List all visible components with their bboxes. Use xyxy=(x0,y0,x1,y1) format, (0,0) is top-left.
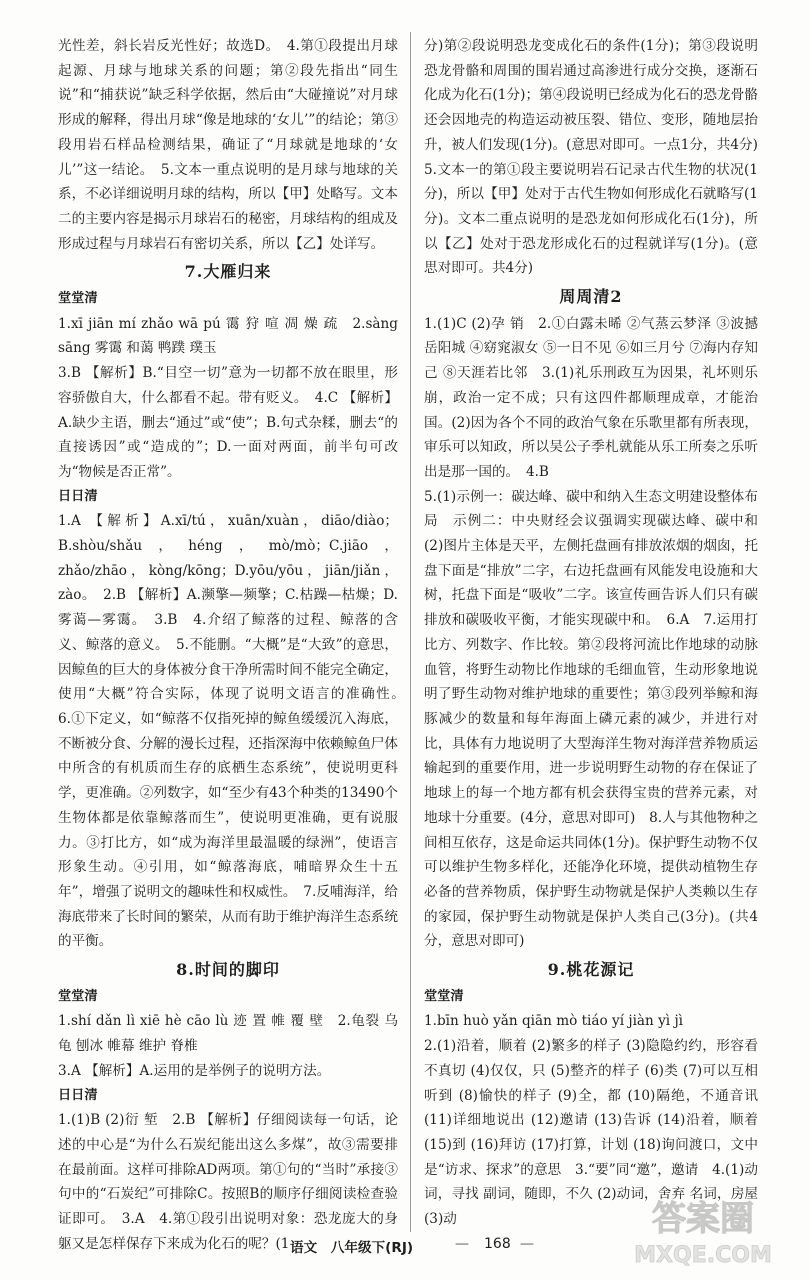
watermark-logo xyxy=(628,1190,778,1270)
subsection-heading: 堂堂清 xyxy=(58,988,98,1004)
answer-paragraph: 分)第②段说明恐龙变成化石的条件(1分)；第③段说明恐龙骨骼和周围的围岩通过高渗进行成分交换，逐渐石化成为化石(1分)；第④段说明已经成为化石的恐龙骨骼还会因地壳的构造运动被压裂、错位、变形，随地层抬升，被人们发现(1分)。(意思对即可。一点1分，共4分) 5.文本一的第①段主要说明岩石记录古代生物的状况(1分)，所以【甲】处对于古代生物如何形成化石就略写(1分)。文本二重点说明的是恐龙如何形成化石(1分)，所以【乙】处对于恐龙形成化石的过程就详写(1分)。(意思对即可。共4分) xyxy=(424,38,772,277)
column-divider xyxy=(410,32,411,1232)
subsection-heading: 堂堂清 xyxy=(58,291,98,307)
answer-paragraph: 1.bīn huò yǎn qiān mò tiáo yí jiàn yì jì xyxy=(424,1013,684,1030)
answer-paragraph: 1.A 【解析】A.xī/tú，xuān/xuàn，diāo/diào；B.shòu/shǎu，héng，mò/mò；C.jiāo，zhǎo/zhāo，kòng/kōng；D.yōu/yōu，jiān/jiǎn，zào。 2.B 【解析】A.濒擎—频擎；C.枯躁—枯燥；D.雾蔼—雾霭。 3.B 4.介绍了鲸落的过程、鲸落的含义、鲸落的意义。 5.不能删。“大概”是“大致”的意思，因鲸鱼的巨大的身体被分食干净所需时间不能完全确定，使用“大概”符合实际，体现了说明文语言的准确性。 6.①下定义，如“鲸落不仅指死掉的鲸鱼缓缓沉入海底，不断被分食、分解的漫长过程，还指深海中依赖鲸鱼尸体中所含的有机质而生存的底栖生态系统”，使说明更科学，更准确。②列数字，如“至少有43个种类的13490个生物体都是依靠鲸落而生”，使说明更准确，更有说服力。③打比方，如“成为海洋里最温暖的绿洲”，使语言形象生动。④引用，如“鲸落海底，哺暗界众生十五年”，增强了说明文的趣味性和权威性。 7.反哺海洋，给海底带来了长时间的繁荣，从而有助于维护海洋生态系统的平衡。 xyxy=(58,513,412,950)
answer-paragraph: 5.(1)示例一：碳达峰、碳中和纳入生态文明建设整体布局 示例二：中央财经会议强调实现碳达峰、碳中和 (2)图片主体是天平，左侧托盘画有排放浓烟的烟囱，托盘下面是“排放”二字，右边托盘画有风能发电设施和大树，托盘下面是“吸收”二字。该宣传画告诉人们只有碳排放和碳吸收平衡，才能实现碳中和。 6.A 7.运用打比方、列数字、作比较。第②段将河流比作地球的动脉血管，将野生动物比作地球的毛细血管，生动形象地说明了野生动物对维护地球的重要性；第③段列举鲸和海豚减少的数量和每年海面上磷元素的减少，并进行对比，具体有力地说明了大型海洋生物对海洋营养物质运输起到的重要作用，进一步说明野生动物的存在保证了地球上的每一个地方都有机会获得宝贵的营养元素，对地球十分重要。(4分，意思对即可) 8.人与其他物种之间相互依存，这是命运共同体(1分)。保护野生动物不仅可以维护生物多样化，还能净化环境，提供动植物生存必备的营养物质，保护野生动物就是保护人类赖以生存的家园，保护野生动物就是保护人类自己(3分)。(共4分，意思对即可) xyxy=(424,488,772,950)
page-number-dash-right: — xyxy=(520,1236,534,1252)
watermark-line2: MXQE.COM xyxy=(634,1243,772,1268)
answer-paragraph: 1.(1)B (2)衍 堑 2.B 【解析】仔细阅读每一句话，论述的中心是“为什么石炭纪能出这么多煤”，故③需要排在最前面。这样可排除AD两项。第①句的“当时”承接③句中的“石炭纪”可排除C。按照B的顺序仔细阅读检查验证即可。 3.A 4.第①段引出说明对象：恐龙庞大的身躯又是怎样保存下来成为化石的呢？(1 xyxy=(58,1112,398,1252)
page-number-dash-left: — xyxy=(455,1236,469,1252)
answer-paragraph: 2.(1)沿着，顺着 (2)繁多的样子 (3)隐隐约约，形容看不真切 (4)仅仅，只 (5)整齐的样子 (6)类 (7)可以互相听到 (8)愉快的样子 (9)全，都 (10)隔绝，不通音讯 (11)详细地说出 (12)邀请 (13)告诉 (14)沿着，顺着 (15)到 (16)拜访 (17)打算，计划 (18)询问渡口，文中是“访求、探求”的意思 3.“要”同“邀”，邀请 4.(1)动词，寻找 副词，随即，不久 (2)动词，舍弃 名词，房屋 (3)动 xyxy=(424,1038,758,1228)
right-column xyxy=(424,34,772,1232)
page-number: 168 xyxy=(484,1236,511,1252)
subsection-heading: 堂堂清 xyxy=(424,988,464,1004)
answer-paragraph: 1.(1)C (2)孕 销 2.①白露未晞 ②气蒸云梦泽 ③波撼岳阳城 ④窈窕淑女 ⑤一日不见 ⑥如三月兮 ⑦海内存知己 ⑧天涯若比邻 3.(1)礼乐刑政互为因果，礼坏则乐崩，政治一定不成；只有这四件都顺理成章，才能治国。(2)因为各个不同的政治气象在乐歌里都有所表现，审乐可以知政，所以吴公子季札就能从乐工所奏之乐听出是那一国的。 4.B xyxy=(424,315,758,480)
section-title: 7.大雁归来 xyxy=(184,262,272,282)
answer-paragraph: 1.xī jiān mí zhǎo wā pú 霭 狩 喧 凋 燥 疏 2.sàng sāng 雾霭 和蔼 鸭蹼 璞玉 xyxy=(58,315,398,357)
watermark-line1: 答案圈 xyxy=(652,1199,754,1239)
answer-paragraph: 光性差，斜长岩反光性好；故选D。 4.第①段提出月球起源、月球与地球关系的问题；第②段先指出“同生说”和“捕获说”缺乏科学依据，然后由“大碰撞说”对月球形成的解释，得出月球“像是地球的‘女儿’”的结论；第③段用岩石样品检测结果，确证了“月球就是地球的‘女儿’”这一结论。 5.文本一重点说明的是月球与地球的关系，不必详细说明月球的结构，所以【甲】处略写。文本二的主要内容是揭示月球岩石的秘密，月球结构的组成及形成过程与月球岩石有密切关系，所以【乙】处详写。 xyxy=(58,38,398,252)
section-title: 9.桃花源记 xyxy=(547,960,635,980)
section-title: 周周清2 xyxy=(559,287,623,307)
subsection-heading: 日日清 xyxy=(58,1087,98,1103)
answer-paragraph: 3.B 【解析】B.“目空一切”意为一切都不放在眼里，形容骄傲自大，什么都看不起。带有贬义。 4.C 【解析】A.缺少主语，删去“通过”或“使”；B.句式杂糅，删去“的直接诱因”或“造成的”；D.一面对两面，前半句可改为“物候是否正常”。 xyxy=(58,365,398,480)
footer-subject: 语文 八年级下(RJ) xyxy=(290,1240,414,1256)
subsection-heading: 日日清 xyxy=(58,488,98,504)
section-title: 8.时间的脚印 xyxy=(176,960,280,980)
answer-paragraph: 1.shí dǎn lì xiē hè cāo lù 迹 置 帷 覆 壁 2.龟裂 乌龟 刨冰 帷幕 维护 脊椎 xyxy=(58,1013,398,1055)
left-column xyxy=(58,34,412,1256)
answer-paragraph: 3.A 【解析】A.运用的是举例子的说明方法。 xyxy=(58,1062,331,1079)
